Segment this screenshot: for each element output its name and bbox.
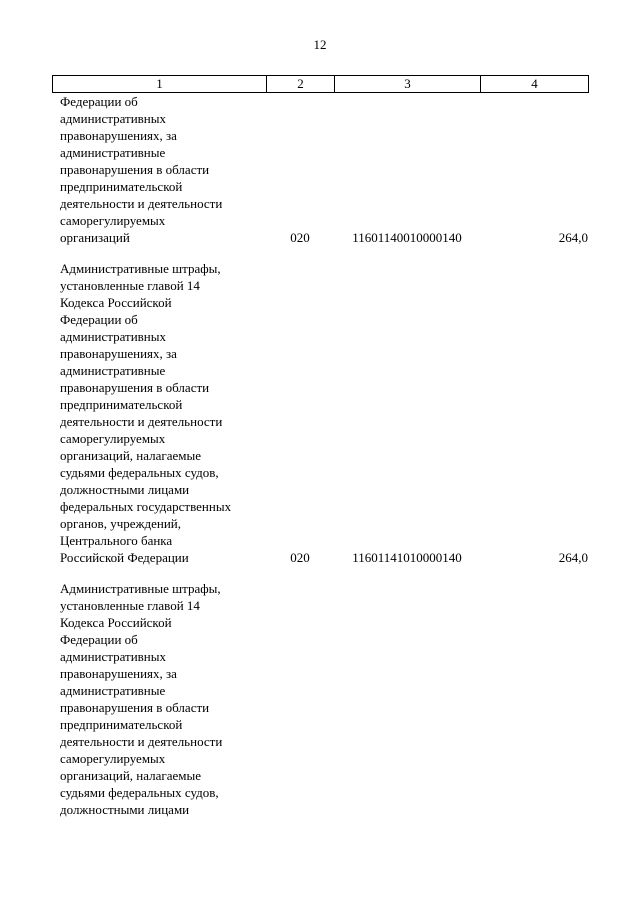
row-kbk-code: 11601140010000140 (352, 230, 462, 245)
description-line: установленные главой 14 (60, 598, 200, 613)
row-code: 020 (290, 550, 310, 565)
row-amount: 264,0 (558, 550, 588, 565)
row-kbk-code: 11601141010000140 (352, 550, 462, 565)
description-line: предпринимательской (60, 397, 183, 412)
description-line: должностными лицами (60, 802, 190, 817)
description-line: Центрального банка (60, 533, 173, 548)
description-line: Российской Федерации (60, 550, 189, 565)
description-line: Административные штрафы, (60, 261, 221, 276)
description-line: административных (60, 111, 166, 126)
table-body (52, 93, 588, 832)
column-header-row (53, 76, 589, 93)
description-line: организаций, налагаемые (60, 768, 201, 783)
description-line: должностными лицами (60, 482, 190, 497)
description-line: организаций, налагаемые (60, 448, 201, 463)
description-line: административные (60, 683, 166, 698)
column-header-1: 1 (53, 76, 267, 93)
page-number: 12 (313, 37, 327, 52)
column-header-3: 3 (335, 76, 481, 93)
description-line: правонарушениях, за (60, 346, 177, 361)
description-line: Кодекса Российской (60, 615, 172, 630)
table-row (52, 260, 588, 566)
description-line: установленные главой 14 (60, 278, 200, 293)
row-amount: 264,0 (558, 230, 588, 245)
description-line: правонарушения в области (60, 380, 210, 395)
description-line: федеральных государственных (60, 499, 232, 514)
row-description (60, 93, 268, 246)
description-line: административных (60, 329, 166, 344)
row-description (60, 580, 268, 818)
description-line: деятельности и деятельности (60, 196, 223, 211)
description-line: деятельности и деятельности (60, 414, 223, 429)
table-row (52, 93, 588, 246)
column-header-4: 4 (481, 76, 589, 93)
table-row (52, 580, 588, 818)
description-line: судьями федеральных судов, (60, 785, 219, 800)
description-line: Кодекса Российской (60, 295, 172, 310)
description-line: правонарушения в области (60, 700, 210, 715)
description-line: Федерации об (60, 632, 138, 647)
row-description (60, 260, 268, 566)
description-line: органов, учреждений, (60, 516, 181, 531)
description-line: административные (60, 363, 166, 378)
column-header-table (52, 75, 589, 93)
description-line: Федерации об (60, 312, 138, 327)
description-line: Административные штрафы, (60, 581, 221, 596)
description-line: правонарушениях, за (60, 128, 177, 143)
column-header-2: 2 (267, 76, 335, 93)
description-line: Федерации об (60, 94, 138, 109)
description-line: саморегулируемых (60, 751, 166, 766)
description-line: предпринимательской (60, 179, 183, 194)
description-line: организаций (60, 230, 130, 245)
description-line: административных (60, 649, 166, 664)
description-line: правонарушения в области (60, 162, 210, 177)
description-line: деятельности и деятельности (60, 734, 223, 749)
description-line: предпринимательской (60, 717, 183, 732)
row-code: 020 (290, 230, 310, 245)
description-line: саморегулируемых (60, 431, 166, 446)
description-line: административные (60, 145, 166, 160)
description-line: судьями федеральных судов, (60, 465, 219, 480)
description-line: саморегулируемых (60, 213, 166, 228)
description-line: правонарушениях, за (60, 666, 177, 681)
